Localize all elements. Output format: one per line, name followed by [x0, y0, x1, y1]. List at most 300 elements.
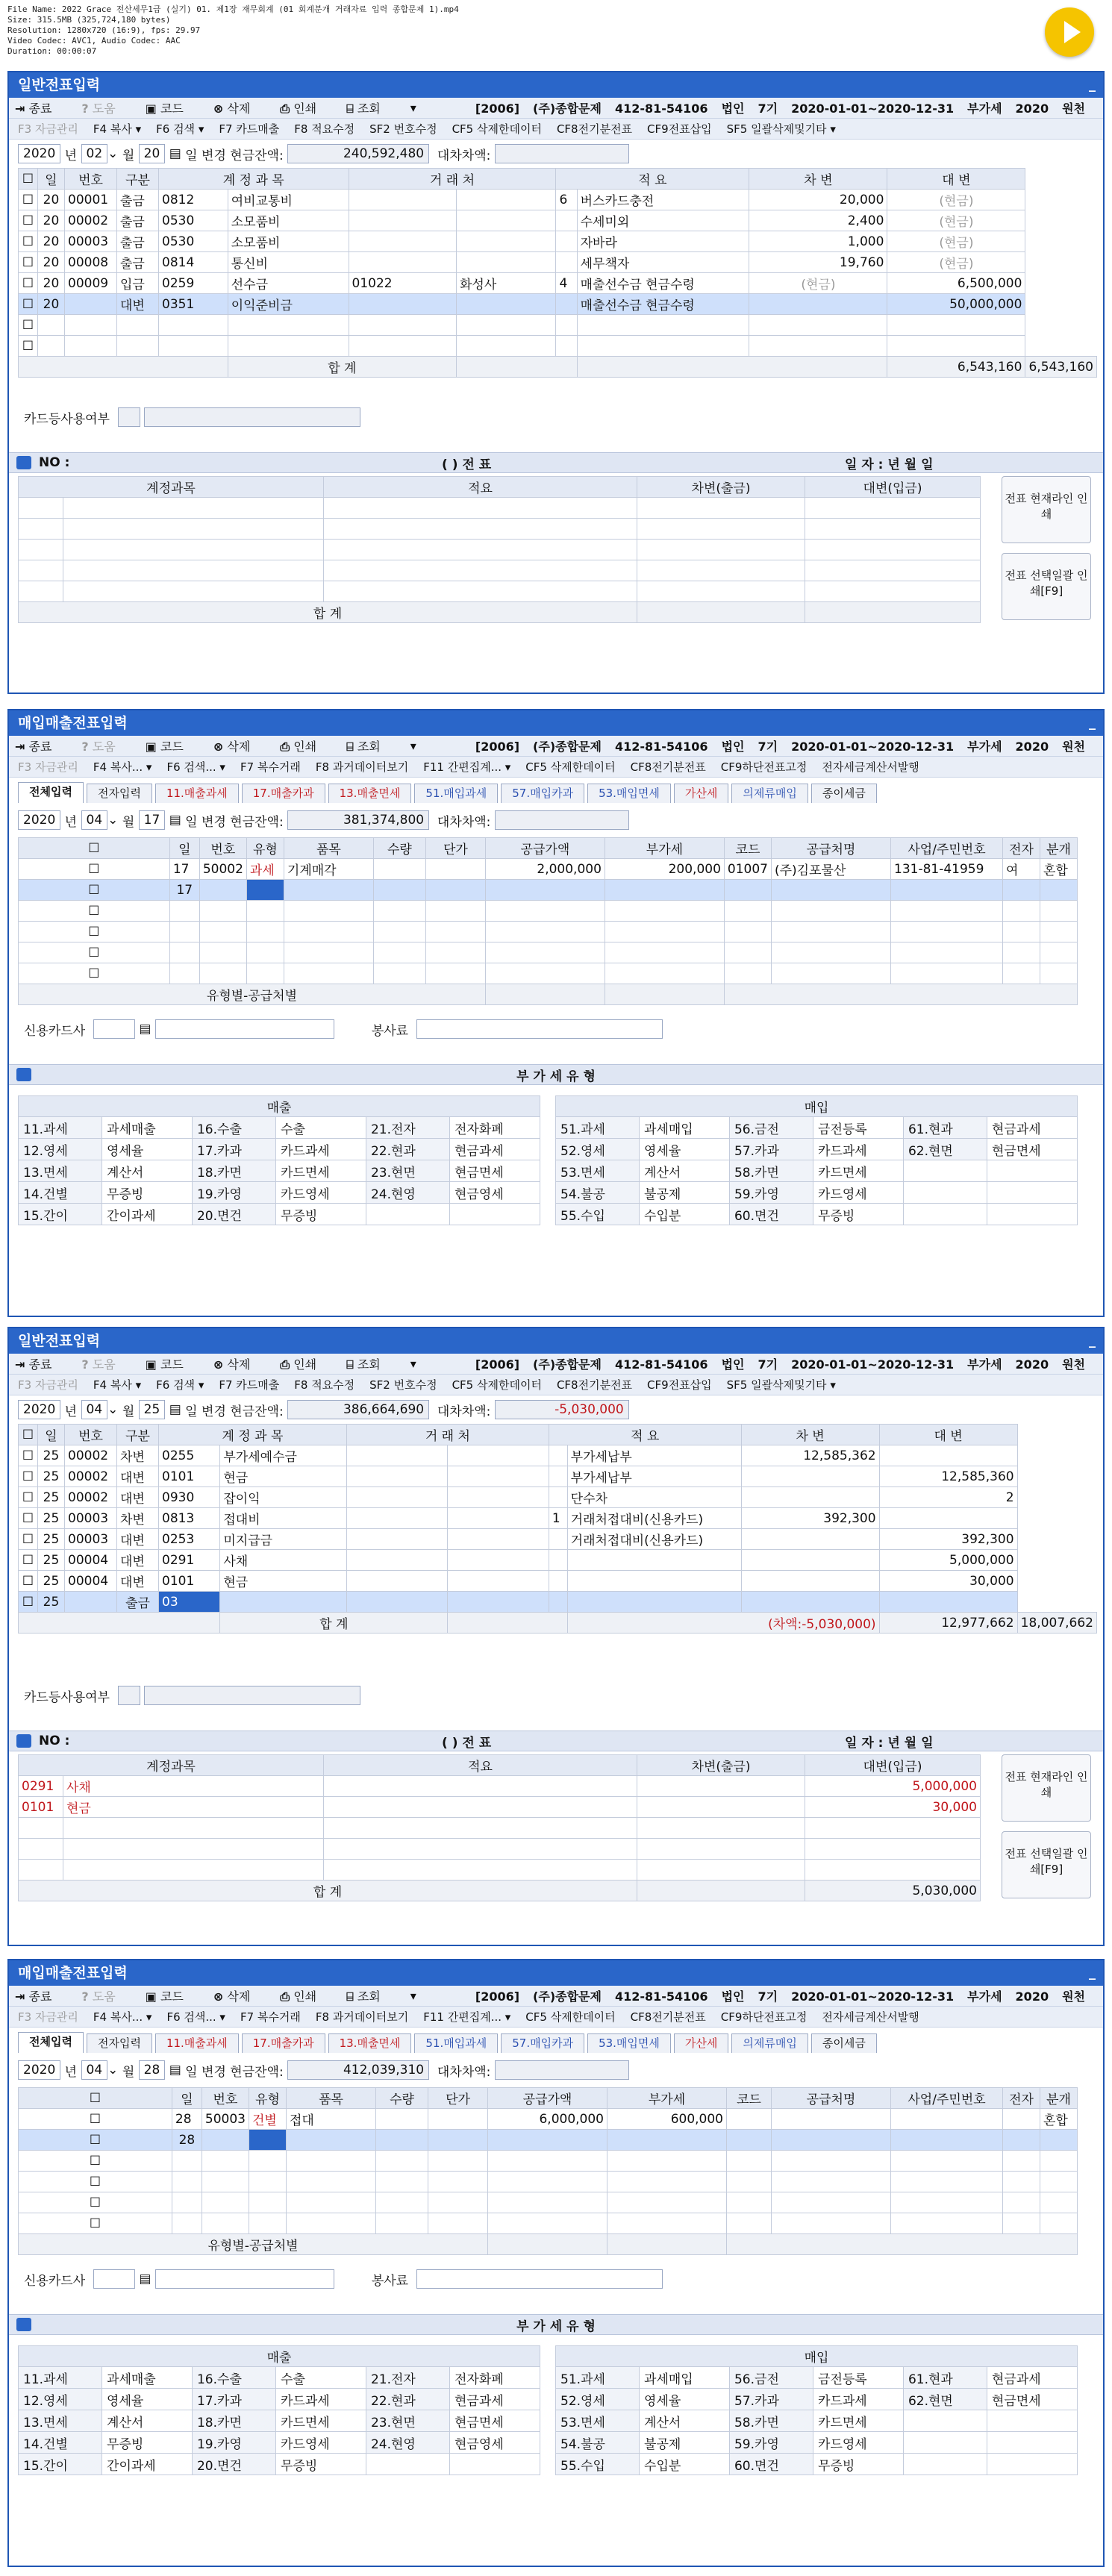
cell[interactable]: 대변	[117, 1529, 159, 1550]
cell[interactable]: 대변	[117, 1550, 159, 1571]
card-select[interactable]	[144, 407, 360, 427]
vat-type-item[interactable]: 51.과세	[556, 1117, 640, 1139]
row-checkbox[interactable]: ☐	[19, 1550, 38, 1571]
cell[interactable]: (현금)	[749, 273, 887, 294]
toolbar-btn-2[interactable]: ▣ 코드	[145, 1989, 184, 2004]
tab-1[interactable]: 전자입력	[87, 2033, 152, 2053]
cell[interactable]: 28	[172, 2109, 202, 2130]
tab-5[interactable]: 51.매입과세	[414, 784, 498, 803]
cell[interactable]: 25	[38, 1487, 65, 1508]
cell[interactable]: 392,300	[879, 1529, 1017, 1550]
fkey-9[interactable]: 전자세금계산서발행	[822, 2010, 919, 2024]
cell[interactable]: 00003	[65, 1529, 117, 1550]
vat-type-item[interactable]: 21.전자	[366, 2367, 449, 2389]
cell[interactable]	[456, 294, 555, 315]
cell[interactable]: 20	[38, 190, 65, 210]
cell[interactable]: 19,760	[749, 252, 887, 273]
row-checkbox[interactable]: ☐	[19, 273, 38, 294]
cell[interactable]: 1,000	[749, 231, 887, 252]
empty-row[interactable]: ☐	[19, 901, 1078, 922]
vat-type-item[interactable]: 60.면건	[729, 2454, 813, 2475]
row-checkbox[interactable]: ☐	[19, 190, 38, 210]
tab-4[interactable]: 13.매출면세	[328, 784, 412, 803]
search-icon[interactable]: ▤	[139, 2272, 152, 2286]
cell[interactable]: 소모품비	[228, 231, 349, 252]
cell[interactable]: 2,000,000	[485, 859, 605, 880]
vat-type-item[interactable]: 15.간이	[19, 1204, 102, 1225]
row-checkbox[interactable]: ☐	[19, 859, 170, 880]
cell[interactable]	[549, 1571, 567, 1592]
cell[interactable]: 접대비	[220, 1508, 347, 1529]
vat-type-item[interactable]: 22.현과	[366, 2389, 449, 2410]
fkey-2[interactable]: F6 검색... ▾	[166, 760, 225, 774]
row-checkbox[interactable]: ☐	[19, 2109, 172, 2130]
year-input[interactable]: 2020	[18, 1400, 60, 1419]
cell[interactable]	[448, 1445, 549, 1466]
card-name-input[interactable]	[155, 1019, 334, 1039]
fkey-8[interactable]: CF9전표삽입	[647, 122, 712, 136]
cell[interactable]: 여비교통비	[228, 190, 349, 210]
fkey-9[interactable]: SF5 일괄삭제및기타 ▾	[726, 1378, 836, 1392]
cell[interactable]: (현금)	[887, 252, 1025, 273]
print-line-button[interactable]: 전표 현재라인 인쇄	[1002, 476, 1091, 543]
cell[interactable]: 소모품비	[228, 210, 349, 231]
cell-active[interactable]: 03	[159, 1592, 220, 1613]
cell[interactable]: 기계매각	[284, 859, 373, 880]
cell[interactable]: 출금	[117, 1592, 159, 1613]
cell[interactable]	[349, 190, 456, 210]
cell[interactable]	[448, 1466, 549, 1487]
minimize-icon[interactable]: _	[1089, 715, 1096, 731]
empty-row[interactable]: ☐	[19, 2172, 1078, 2192]
vat-type-item[interactable]: 55.수입	[556, 1204, 640, 1225]
cell[interactable]: 화성사	[456, 273, 555, 294]
vat-type-item[interactable]: 14.건별	[19, 2432, 102, 2454]
cell[interactable]: 과세	[246, 859, 284, 880]
year-input[interactable]: 2020	[18, 2060, 60, 2080]
minimize-icon[interactable]: _	[1089, 77, 1096, 93]
row-checkbox[interactable]: ☐	[19, 1466, 38, 1487]
cell[interactable]: 25	[38, 1445, 65, 1466]
cell[interactable]: 0255	[159, 1445, 220, 1466]
table-row[interactable]	[19, 1487, 1097, 1508]
fkey-2[interactable]: F6 검색 ▾	[156, 1378, 204, 1392]
cell[interactable]: 출금	[117, 231, 159, 252]
cell[interactable]	[448, 1529, 549, 1550]
fkey-6[interactable]: CF5 삭제한데이터	[525, 760, 616, 774]
toolbar-btn-6[interactable]: ▾	[410, 101, 416, 115]
day-input[interactable]: 20	[139, 144, 166, 163]
fkey-0[interactable]: F3 자금관리	[18, 2010, 78, 2024]
fkey-6[interactable]: CF5 삭제한데이터	[452, 122, 542, 136]
vat-type-item[interactable]: 55.수입	[556, 2454, 640, 2475]
cell[interactable]: 600,000	[607, 2109, 727, 2130]
fkey-7[interactable]: CF8전기분전표	[556, 122, 633, 136]
vat-type-item[interactable]: 18.카면	[192, 1160, 275, 1182]
vat-type-item[interactable]: 21.전자	[366, 1117, 449, 1139]
cell[interactable]: 거래처접대비(신용카드)	[567, 1529, 741, 1550]
fkey-1[interactable]: F4 복사... ▾	[93, 760, 152, 774]
table-row[interactable]	[19, 1529, 1097, 1550]
select-all-checkbox[interactable]: ☐	[22, 171, 34, 187]
fkey-5[interactable]: SF2 번호수정	[369, 122, 437, 136]
toolbar-btn-1[interactable]: ? 도움	[81, 1357, 116, 1372]
fkey-7[interactable]: CF8전기분전표	[556, 1378, 633, 1392]
vat-type-item[interactable]: 12.영세	[19, 1139, 102, 1160]
cell[interactable]	[448, 1550, 549, 1571]
cell[interactable]: 00008	[65, 252, 117, 273]
search-icon[interactable]: ▤	[139, 1022, 152, 1037]
vat-type-item[interactable]: 12.영세	[19, 2389, 102, 2410]
table-row[interactable]	[19, 1592, 1097, 1613]
cell[interactable]: 50002	[199, 859, 246, 880]
empty-row[interactable]: ☐	[19, 942, 1078, 963]
empty-row[interactable]: ☐	[19, 922, 1078, 942]
vat-type-item[interactable]: 16.수출	[192, 1117, 275, 1139]
vat-type-item[interactable]: 62.현면	[903, 1139, 987, 1160]
toolbar-btn-6[interactable]: ▾	[410, 1989, 416, 2003]
cell[interactable]: 잡이익	[220, 1487, 347, 1508]
cell[interactable]	[349, 210, 456, 231]
toolbar-btn-4[interactable]: ⎙ 인쇄	[280, 1357, 317, 1372]
cell[interactable]: 이익준비금	[228, 294, 349, 315]
cell[interactable]: 단수차	[567, 1487, 741, 1508]
cell[interactable]	[549, 1445, 567, 1466]
cell[interactable]: (현금)	[887, 190, 1025, 210]
cell[interactable]: 버스카드충전	[577, 190, 749, 210]
table-row[interactable]	[19, 1466, 1097, 1487]
fkey-5[interactable]: F11 간편집계... ▾	[423, 2010, 511, 2024]
vat-type-item[interactable]: 17.카과	[192, 1139, 275, 1160]
cell[interactable]	[456, 210, 555, 231]
cell[interactable]: 0101	[159, 1571, 220, 1592]
vat-type-item[interactable]: 56.금전	[729, 2367, 813, 2389]
row-checkbox[interactable]: ☐	[19, 1487, 38, 1508]
tab-7[interactable]: 53.매입면세	[587, 2033, 671, 2053]
toolbar-btn-2[interactable]: ▣ 코드	[145, 101, 184, 116]
toolbar-btn-5[interactable]: ⌸ 조회	[346, 1989, 381, 2004]
toolbar-btn-5[interactable]: ⌸ 조회	[346, 1357, 381, 1372]
fkey-8[interactable]: CF9전표삽입	[647, 1378, 712, 1392]
cell[interactable]	[448, 1487, 549, 1508]
tab-4[interactable]: 13.매출면세	[328, 2033, 412, 2053]
toolbar-btn-3[interactable]: ⊗ 삭제	[213, 1357, 251, 1372]
vat-type-item[interactable]: 23.현면	[366, 1160, 449, 1182]
cell[interactable]: 거래처접대비(신용카드)	[567, 1508, 741, 1529]
cell[interactable]: 25	[38, 1508, 65, 1529]
cell[interactable]: 25	[38, 1550, 65, 1571]
toolbar-btn-1[interactable]: ? 도움	[81, 740, 116, 754]
fkey-1[interactable]: F4 복사... ▾	[93, 2010, 152, 2024]
cell[interactable]: 수세미외	[577, 210, 749, 231]
vat-type-item[interactable]: 59.카영	[729, 1182, 813, 1204]
change-button[interactable]: 변경	[202, 1404, 226, 1419]
select-all-checkbox[interactable]: ☐	[88, 840, 100, 856]
cell[interactable]: 매출선수금 현금수령	[577, 294, 749, 315]
row-checkbox[interactable]: ☐	[19, 231, 38, 252]
empty-row[interactable]: ☐	[19, 2192, 1078, 2213]
toolbar-btn-2[interactable]: ▣ 코드	[145, 1357, 184, 1372]
cell[interactable]	[741, 1571, 879, 1592]
tab-3[interactable]: 17.매출카과	[242, 2033, 325, 2053]
tab-8[interactable]: 가산세	[674, 784, 728, 803]
cell[interactable]: 25	[38, 1466, 65, 1487]
fkey-2[interactable]: F6 검색... ▾	[166, 2010, 225, 2024]
cell[interactable]: 출금	[117, 210, 159, 231]
cell[interactable]: 출금	[117, 190, 159, 210]
cell[interactable]: 00001	[65, 190, 117, 210]
minimize-icon[interactable]: _	[1089, 1965, 1096, 1981]
cell[interactable]	[741, 1487, 879, 1508]
card-checkbox[interactable]	[118, 407, 140, 427]
card-code-input[interactable]	[93, 2269, 135, 2289]
cell[interactable]: 00002	[65, 1487, 117, 1508]
fkey-2[interactable]: F6 검색 ▾	[156, 122, 204, 136]
cell[interactable]	[749, 294, 887, 315]
play-icon[interactable]	[1045, 7, 1094, 57]
row-checkbox[interactable]: ☐	[19, 1445, 38, 1466]
tab-9[interactable]: 의제류매입	[731, 784, 808, 803]
cell[interactable]: 4	[556, 273, 577, 294]
table-row[interactable]	[19, 859, 1078, 880]
cell[interactable]	[428, 2109, 488, 2130]
cell[interactable]: 출금	[117, 252, 159, 273]
cell[interactable]: 접대	[287, 2109, 376, 2130]
cell[interactable]	[549, 1529, 567, 1550]
calendar-icon[interactable]: ▤	[169, 146, 181, 161]
cell[interactable]	[376, 2109, 428, 2130]
row-checkbox[interactable]: ☐	[19, 294, 38, 315]
cell[interactable]: 0530	[159, 210, 228, 231]
cell[interactable]: 1	[549, 1508, 567, 1529]
cell[interactable]: 사채	[220, 1550, 347, 1571]
vat-type-item[interactable]: 19.카영	[192, 2432, 275, 2454]
tab-0[interactable]: 전체입력	[18, 2032, 84, 2053]
cell[interactable]: 세무책자	[577, 252, 749, 273]
cell[interactable]: 0291	[159, 1550, 220, 1571]
toolbar-btn-3[interactable]: ⊗ 삭제	[213, 101, 251, 116]
change-button[interactable]: 변경	[202, 148, 226, 163]
empty-row[interactable]: ☐	[19, 315, 1097, 336]
cell[interactable]: 부가세납부	[567, 1466, 741, 1487]
card-name-input[interactable]	[155, 2269, 334, 2289]
vat-type-item[interactable]: 13.면세	[19, 2410, 102, 2432]
table-row[interactable]	[19, 1550, 1097, 1571]
cell[interactable]: 혼합	[1040, 2109, 1078, 2130]
vat-type-item[interactable]: 24.현영	[366, 1182, 449, 1204]
table-row-selected[interactable]: ☐ 17	[19, 880, 1078, 901]
cell[interactable]	[456, 190, 555, 210]
cell[interactable]	[456, 231, 555, 252]
select-all-checkbox[interactable]: ☐	[22, 1427, 34, 1442]
cell[interactable]	[448, 1571, 549, 1592]
toolbar-btn-5[interactable]: ⌸ 조회	[346, 740, 381, 754]
toolbar-btn-5[interactable]: ⌸ 조회	[346, 101, 381, 116]
cell[interactable]: 선수금	[228, 273, 349, 294]
vat-type-item[interactable]: 54.불공	[556, 1182, 640, 1204]
cell[interactable]: 자바라	[577, 231, 749, 252]
cell[interactable]: 20	[38, 231, 65, 252]
print-line-button[interactable]: 전표 현재라인 인쇄	[1002, 1754, 1091, 1822]
empty-row[interactable]: ☐	[19, 2151, 1078, 2172]
cell[interactable]: 6,000,000	[488, 2109, 607, 2130]
cell[interactable]	[556, 231, 577, 252]
toolbar-btn-1[interactable]: ? 도움	[81, 1989, 116, 2004]
cell[interactable]: 0530	[159, 231, 228, 252]
cell[interactable]	[346, 1508, 448, 1529]
month-select[interactable]: 02	[81, 144, 108, 163]
cell[interactable]	[65, 294, 117, 315]
fkey-3[interactable]: F7 복수거래	[240, 760, 301, 774]
cell[interactable]	[891, 2109, 1003, 2130]
calendar-icon[interactable]: ▤	[169, 1402, 181, 1417]
cell[interactable]: 131-81-41959	[891, 859, 1003, 880]
row-checkbox[interactable]: ☐	[19, 210, 38, 231]
tab-6[interactable]: 57.매입카과	[501, 784, 584, 803]
service-input[interactable]	[416, 2269, 663, 2289]
vat-type-item[interactable]: 53.면세	[556, 1160, 640, 1182]
fkey-7[interactable]: CF8전기분전표	[630, 760, 706, 774]
cell[interactable]: 00009	[65, 273, 117, 294]
cell[interactable]: 00002	[65, 1445, 117, 1466]
toolbar-btn-4[interactable]: ⎙ 인쇄	[280, 1989, 317, 2004]
tab-6[interactable]: 57.매입카과	[501, 2033, 584, 2053]
cell[interactable]: 통신비	[228, 252, 349, 273]
fkey-0[interactable]: F3 자금관리	[18, 760, 78, 774]
cell[interactable]: 20	[38, 210, 65, 231]
cell[interactable]: 현금	[220, 1571, 347, 1592]
fkey-4[interactable]: F8 적요수정	[294, 122, 355, 136]
vat-type-item[interactable]: 61.현과	[903, 2367, 987, 2389]
cell[interactable]: 0259	[159, 273, 228, 294]
cell[interactable]: 20	[38, 294, 65, 315]
cell[interactable]	[425, 859, 485, 880]
vat-type-item[interactable]: 58.카면	[729, 1160, 813, 1182]
toolbar-btn-2[interactable]: ▣ 코드	[145, 740, 184, 754]
cell[interactable]: 392,300	[741, 1508, 879, 1529]
table-row[interactable]	[19, 294, 1097, 315]
vat-type-item[interactable]: 13.면세	[19, 1160, 102, 1182]
vat-type-item[interactable]: 52.영세	[556, 2389, 640, 2410]
cell[interactable]: 대변	[117, 1466, 159, 1487]
cell[interactable]: 12,585,362	[741, 1445, 879, 1466]
table-row[interactable]	[19, 1508, 1097, 1529]
cell[interactable]	[549, 1550, 567, 1571]
tab-3[interactable]: 17.매출카과	[242, 784, 325, 803]
tab-8[interactable]: 가산세	[674, 2033, 728, 2053]
change-button[interactable]: 변경	[202, 2064, 226, 2080]
cell[interactable]: 00003	[65, 1508, 117, 1529]
cell[interactable]: 건별	[249, 2109, 287, 2130]
cell[interactable]: 200,000	[605, 859, 724, 880]
cell[interactable]: 0253	[159, 1529, 220, 1550]
toolbar-btn-0[interactable]: ⇥ 종료	[15, 101, 52, 116]
cell[interactable]: 0930	[159, 1487, 220, 1508]
fkey-3[interactable]: F7 카드매출	[219, 122, 280, 136]
cell[interactable]	[346, 1466, 448, 1487]
cell[interactable]	[741, 1550, 879, 1571]
cell[interactable]: 20	[38, 252, 65, 273]
cell[interactable]: 0812	[159, 190, 228, 210]
cell[interactable]: 00002	[65, 1466, 117, 1487]
cell[interactable]	[1003, 2109, 1040, 2130]
day-input[interactable]: 28	[139, 2060, 166, 2080]
table-row[interactable]	[19, 273, 1097, 294]
cell[interactable]: 20	[38, 273, 65, 294]
year-input[interactable]: 2020	[18, 810, 60, 830]
cell[interactable]: (주)김포물산	[772, 859, 891, 880]
cell[interactable]: 대변	[117, 1571, 159, 1592]
fkey-7[interactable]: CF8전기분전표	[630, 2010, 706, 2024]
cell[interactable]	[346, 1550, 448, 1571]
cell[interactable]: 30,000	[879, 1571, 1017, 1592]
cell[interactable]	[741, 1466, 879, 1487]
day-input[interactable]: 25	[139, 1400, 166, 1419]
fkey-6[interactable]: CF5 삭제한데이터	[452, 1378, 542, 1392]
empty-row[interactable]: ☐	[19, 336, 1097, 357]
table-row[interactable]	[19, 210, 1097, 231]
fkey-9[interactable]: SF5 일괄삭제및기타 ▾	[726, 122, 836, 136]
cell[interactable]	[549, 1487, 567, 1508]
fkey-9[interactable]: 전자세금계산서발행	[822, 760, 919, 774]
cell[interactable]: 25	[38, 1571, 65, 1592]
cell[interactable]	[741, 1529, 879, 1550]
cell[interactable]: 부가세납부	[567, 1445, 741, 1466]
cell[interactable]	[556, 210, 577, 231]
fkey-6[interactable]: CF5 삭제한데이터	[525, 2010, 616, 2024]
toolbar-btn-0[interactable]: ⇥ 종료	[15, 1989, 52, 2004]
vat-type-item[interactable]: 59.카영	[729, 2432, 813, 2454]
fkey-0[interactable]: F3 자금관리	[18, 122, 78, 136]
empty-row[interactable]: ☐	[19, 963, 1078, 984]
cell[interactable]: 매출선수금 현금수령	[577, 273, 749, 294]
vat-type-item[interactable]: 19.카영	[192, 1182, 275, 1204]
fkey-5[interactable]: F11 간편집계... ▾	[423, 760, 511, 774]
cell[interactable]: 6	[556, 190, 577, 210]
fkey-3[interactable]: F7 복수거래	[240, 2010, 301, 2024]
cell[interactable]	[879, 1445, 1017, 1466]
cell[interactable]: 0101	[159, 1466, 220, 1487]
toolbar-btn-4[interactable]: ⎙ 인쇄	[280, 740, 317, 754]
vat-type-item[interactable]: 61.현과	[903, 1117, 987, 1139]
fkey-4[interactable]: F8 과거데이터보기	[315, 2010, 409, 2024]
cell[interactable]: (현금)	[887, 210, 1025, 231]
vat-type-item[interactable]: 23.현면	[366, 2410, 449, 2432]
cell[interactable]	[772, 2109, 891, 2130]
cell-active[interactable]	[246, 880, 284, 901]
cell[interactable]: 6,500,000	[887, 273, 1025, 294]
row-checkbox[interactable]: ☐	[19, 1571, 38, 1592]
cell[interactable]: 50003	[202, 2109, 249, 2130]
cell[interactable]: 0351	[159, 294, 228, 315]
cell[interactable]: 여	[1003, 859, 1040, 880]
row-checkbox[interactable]: ☐	[19, 1508, 38, 1529]
fkey-4[interactable]: F8 과거데이터보기	[315, 760, 409, 774]
cell[interactable]: 현금	[220, 1466, 347, 1487]
vat-type-item[interactable]: 20.면건	[192, 1204, 275, 1225]
cell[interactable]: (현금)	[887, 231, 1025, 252]
table-row-selected[interactable]: ☐ 28	[19, 2130, 1078, 2151]
toolbar-btn-3[interactable]: ⊗ 삭제	[213, 1989, 251, 2004]
toolbar-btn-0[interactable]: ⇥ 종료	[15, 740, 52, 754]
cell[interactable]	[349, 294, 456, 315]
cell[interactable]	[346, 1445, 448, 1466]
vat-type-item[interactable]: 17.카과	[192, 2389, 275, 2410]
vat-type-item[interactable]: 20.면건	[192, 2454, 275, 2475]
table-row[interactable]	[19, 252, 1097, 273]
cell[interactable]: 차변	[117, 1508, 159, 1529]
cell[interactable]: 00002	[65, 210, 117, 231]
